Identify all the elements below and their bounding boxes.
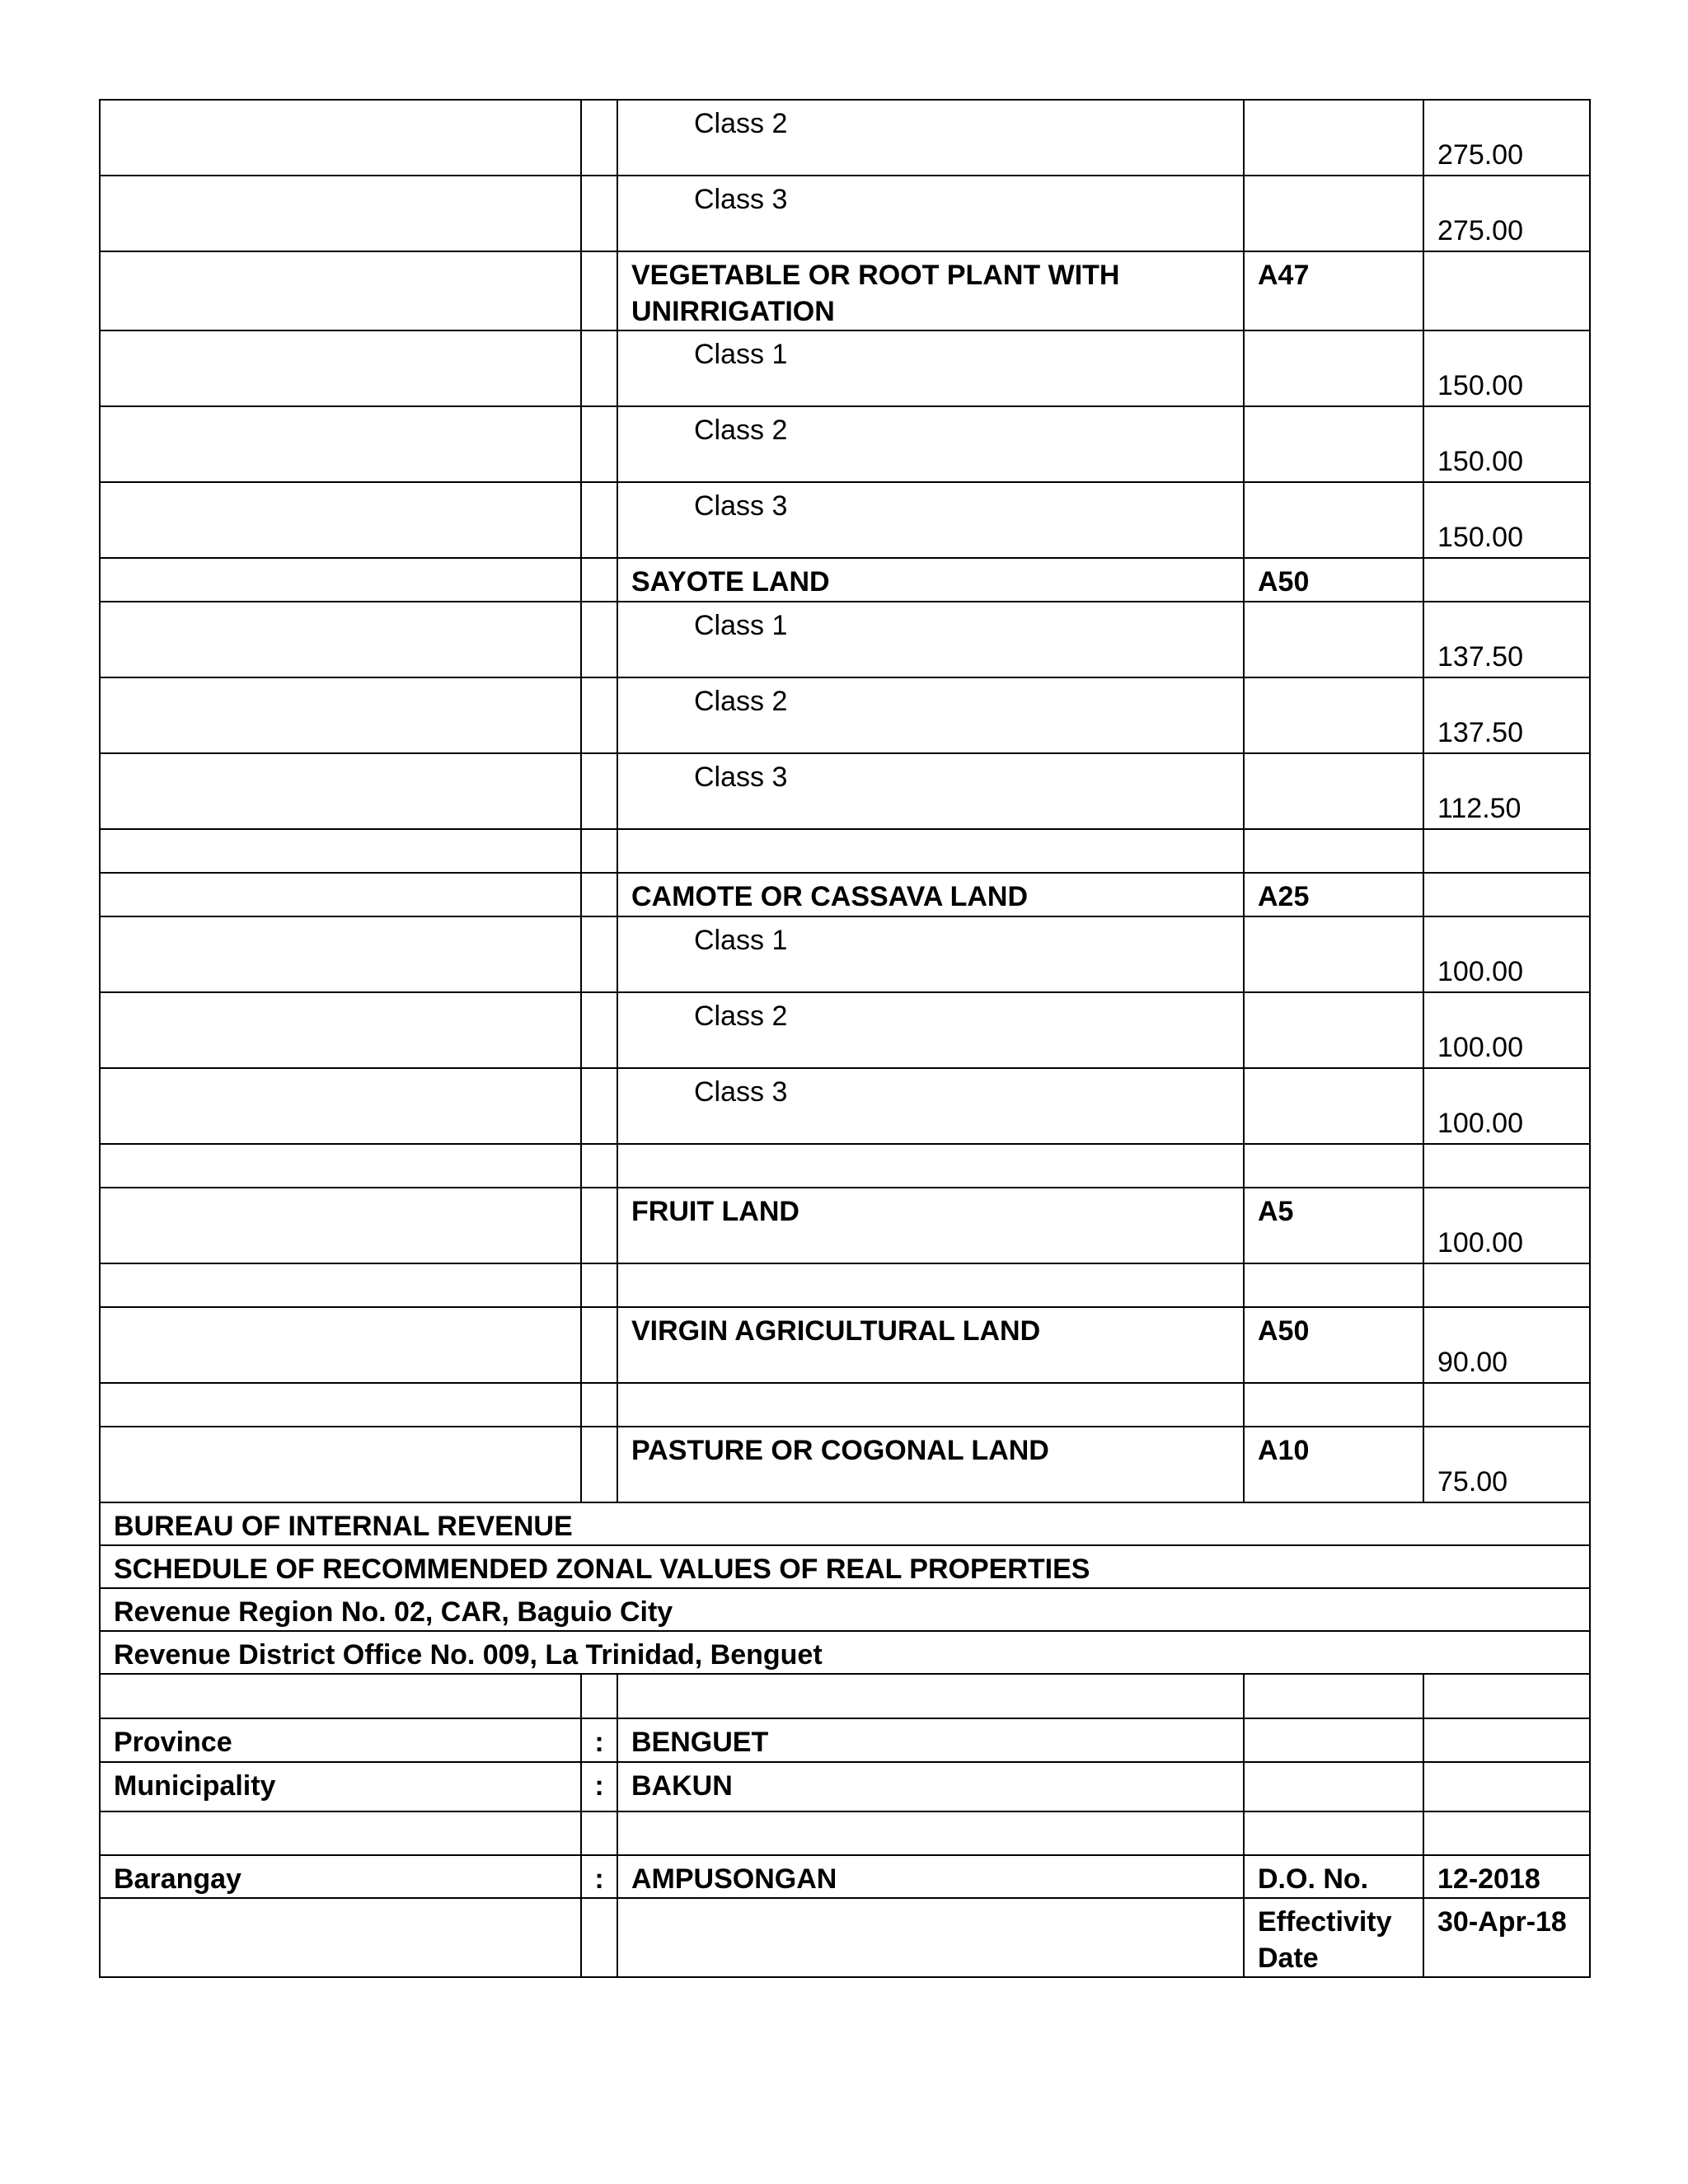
class-label: Class 2 — [617, 992, 1244, 1068]
do-number-label: D.O. No. — [1244, 1855, 1423, 1898]
table-row — [100, 251, 1590, 330]
class-label: Class 3 — [617, 1068, 1244, 1144]
table-row — [100, 1307, 1590, 1383]
colon: : — [581, 1855, 617, 1898]
table-row — [100, 558, 1590, 602]
zonal-value-cell — [1423, 992, 1590, 1068]
location-info — [100, 1674, 1590, 1977]
zonal-value-cell — [1423, 558, 1590, 602]
table-row — [100, 100, 1590, 176]
zonal-value-cell — [1423, 406, 1590, 482]
table-row — [100, 482, 1590, 558]
colon: : — [581, 1762, 617, 1811]
zonal-value-cell — [1423, 100, 1590, 176]
table-row — [100, 406, 1590, 482]
effectivity-date-label: Effectivity Date — [1244, 1898, 1423, 1977]
land-code: A25 — [1244, 873, 1423, 916]
table-row — [100, 829, 1590, 873]
zonal-value-cell — [1423, 1427, 1590, 1502]
zonal-value: 275.00 — [1437, 139, 1523, 171]
class-label: Class 3 — [617, 176, 1244, 251]
zonal-value: 90.00 — [1437, 1347, 1508, 1378]
class-label: Class 2 — [617, 677, 1244, 753]
table-row — [100, 602, 1590, 677]
zonal-value-cell — [1423, 1307, 1590, 1383]
header-line-1: BUREAU OF INTERNAL REVENUE — [100, 1502, 1590, 1545]
class-label: Class 1 — [617, 916, 1244, 992]
do-number-value: 12-2018 — [1423, 1855, 1590, 1898]
class-label: Class 2 — [617, 100, 1244, 176]
zonal-value-cell — [1423, 829, 1590, 873]
class-label: Class 1 — [617, 602, 1244, 677]
municipality-value: BAKUN — [617, 1762, 1244, 1811]
zonal-value: 100.00 — [1437, 1227, 1523, 1258]
table-row — [100, 1144, 1590, 1188]
zonal-value-cell — [1423, 482, 1590, 558]
table-row — [100, 1263, 1590, 1307]
zonal-value: 100.00 — [1437, 1032, 1523, 1063]
zonal-value-cell — [1423, 1144, 1590, 1188]
table-row — [100, 873, 1590, 916]
zonal-values-table — [99, 99, 1591, 1978]
zonal-value-cell — [1423, 677, 1590, 753]
table-row — [100, 916, 1590, 992]
land-code: A47 — [1244, 251, 1423, 330]
land-code: A10 — [1244, 1427, 1423, 1502]
province-label: Province — [100, 1718, 581, 1762]
zonal-value: 112.50 — [1437, 793, 1522, 824]
zonal-value-cell — [1423, 1068, 1590, 1144]
land-classification-rows — [100, 100, 1590, 1502]
zonal-value-cell — [1423, 1263, 1590, 1307]
zonal-value-cell — [1423, 1383, 1590, 1427]
table-row — [100, 1383, 1590, 1427]
class-label: Class 3 — [617, 753, 1244, 829]
municipality-label: Municipality — [100, 1762, 581, 1811]
zonal-value: 75.00 — [1437, 1466, 1508, 1497]
land-type-label: CAMOTE OR CASSAVA LAND — [617, 873, 1244, 916]
table-row — [100, 992, 1590, 1068]
province-value: BENGUET — [617, 1718, 1244, 1762]
land-type-label: VIRGIN AGRICULTURAL LAND — [617, 1307, 1244, 1383]
zonal-value-cell — [1423, 753, 1590, 829]
class-label: Class 1 — [617, 330, 1244, 406]
zonal-value-cell — [1423, 602, 1590, 677]
zonal-value-cell — [1423, 330, 1590, 406]
zonal-value: 150.00 — [1437, 522, 1523, 553]
zonal-value: 100.00 — [1437, 956, 1523, 987]
header-line-3: Revenue Region No. 02, CAR, Baguio City — [100, 1588, 1590, 1631]
table-row — [100, 1188, 1590, 1263]
land-type-label: FRUIT LAND — [617, 1188, 1244, 1263]
zonal-value: 100.00 — [1437, 1108, 1523, 1139]
land-code: A50 — [1244, 558, 1423, 602]
zonal-value: 275.00 — [1437, 215, 1523, 246]
class-label: Class 3 — [617, 482, 1244, 558]
table-row — [100, 677, 1590, 753]
land-code: A50 — [1244, 1307, 1423, 1383]
zonal-value-cell — [1423, 873, 1590, 916]
land-type-label: VEGETABLE OR ROOT PLANT WITH UNIRRIGATION — [617, 251, 1244, 330]
barangay-value: AMPUSONGAN — [617, 1855, 1244, 1898]
table-row — [100, 753, 1590, 829]
header-line-4: Revenue District Office No. 009, La Trinidad, Benguet — [100, 1631, 1590, 1674]
land-type-label: PASTURE OR COGONAL LAND — [617, 1427, 1244, 1502]
table-row — [100, 330, 1590, 406]
table-row — [100, 176, 1590, 251]
zonal-value: 150.00 — [1437, 446, 1523, 477]
land-type-label: SAYOTE LAND — [617, 558, 1244, 602]
land-code: A5 — [1244, 1188, 1423, 1263]
zonal-value-cell — [1423, 1188, 1590, 1263]
document-header — [100, 1502, 1590, 1674]
table-row — [100, 1068, 1590, 1144]
zonal-value: 150.00 — [1437, 370, 1523, 401]
header-line-2: SCHEDULE OF RECOMMENDED ZONAL VALUES OF REAL PROPERTIES — [100, 1545, 1590, 1588]
colon: : — [581, 1718, 617, 1762]
zonal-value-cell — [1423, 916, 1590, 992]
class-label: Class 2 — [617, 406, 1244, 482]
effectivity-date-value: 30-Apr-18 — [1423, 1898, 1590, 1977]
zonal-value: 137.50 — [1437, 717, 1523, 748]
table-row — [100, 1427, 1590, 1502]
zonal-value-cell — [1423, 176, 1590, 251]
barangay-label: Barangay — [100, 1855, 581, 1898]
zonal-value-cell — [1423, 251, 1590, 330]
zonal-value: 137.50 — [1437, 641, 1523, 673]
